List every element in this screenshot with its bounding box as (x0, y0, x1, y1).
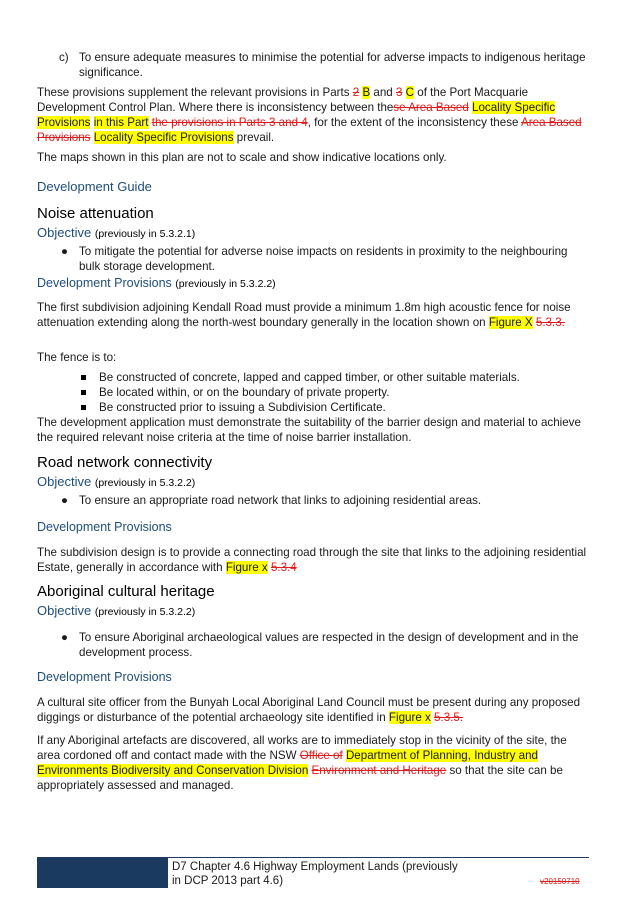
objective-note: (previously in 5.3.2.1) (94, 228, 196, 240)
list-item-text: To ensure an appropriate road network that links to adjoining residential areas. (79, 494, 482, 507)
list-item-text: Be constructed prior to issuing a Subdivision Certificate. (99, 401, 386, 414)
text: If any Aboriginal artefacts are discovered, all works are to immediately stop in the vicinity of the site, the area cordoned off and contact made with the NSW (37, 734, 567, 762)
list-item (37, 370, 589, 385)
square-bullet-icon (81, 390, 86, 395)
list-item-text: Be constructed of concrete, lapped and capped timber, or other suitable materials. (99, 371, 520, 384)
list-item (37, 400, 589, 415)
deleted-text: Area Based Provisions (37, 116, 582, 144)
deleted-text: se Area Based (393, 101, 469, 114)
list-item-text: To ensure Aboriginal archaeological values are respected in the design of development and in the development process. (79, 631, 579, 659)
provisions-label: Development Provisions (37, 276, 172, 290)
document-body (37, 50, 589, 798)
list-marker: c) (59, 51, 69, 64)
text: The subdivision design is to provide a connecting road through the site that links to the adjoining residential Estate, generally in accordance with (37, 546, 587, 574)
bullet-icon: ● (61, 494, 69, 507)
bullet-icon: ● (61, 631, 69, 644)
list-item (37, 244, 589, 274)
footer-line-2: in DCP 2013 part 4.6) (172, 875, 284, 887)
list-item (37, 385, 589, 400)
provisions-heading (37, 276, 589, 292)
inserted-text: Locality Specific Provisions (37, 101, 556, 129)
noise-paragraph (37, 300, 589, 330)
text: A cultural site officer from the Bunyah Local Aboriginal Land Council must be present during any proposed diggings or disturbance of the potential archaeology site identified in (37, 696, 581, 724)
road-paragraph (37, 545, 589, 575)
intro-paragraph (37, 85, 589, 145)
deleted-text: 2 (352, 86, 360, 99)
inserted-text: B (362, 86, 371, 99)
deleted-text: 5.3.5. (434, 711, 464, 724)
inserted-text: Figure x (225, 561, 268, 574)
text: so that the site can be appropriately assessed and managed. (37, 764, 563, 792)
list-item-text: To mitigate the potential for adverse noise impacts on residents in proximity to the neighbouring bulk storage development. (79, 245, 568, 273)
noise-heading: Noise attenuation (37, 205, 154, 222)
footer-title (172, 860, 472, 888)
list-item (37, 493, 589, 508)
bullet-icon: ● (61, 245, 69, 258)
footer-line-1: D7 Chapter 4.6 Highway Employment Lands (previously (172, 861, 458, 873)
heritage-heading: Aboriginal cultural heritage (37, 583, 215, 600)
list-item-text: To ensure adequate measures to minimise the potential for adverse impacts to indigenous heritage significance. (79, 51, 586, 79)
inserted-text: Department of Planning, Industry and Environments Biodiversity and Conservation Division (37, 749, 538, 777)
heritage-paragraph (37, 695, 589, 725)
provisions-heading: Development Provisions (37, 670, 172, 684)
deleted-text: the provisions in Parts 3 and 4 (151, 116, 308, 129)
deleted-text: 5.3.4 (270, 561, 297, 574)
development-guide-heading: Development Guide (37, 179, 152, 194)
list-item-text: Be located within, or on the boundary of private property. (99, 386, 390, 399)
square-bullet-icon (81, 405, 86, 410)
objective-note: (previously in 5.3.2.2) (94, 606, 196, 618)
deleted-text: 5.3.3. (535, 316, 565, 329)
footer-bar (37, 858, 168, 888)
square-bullet-icon (81, 375, 86, 380)
objective-heading (37, 474, 589, 491)
inserted-text: C (405, 86, 415, 99)
objective-heading (37, 225, 589, 242)
heritage-paragraph-2 (37, 733, 589, 793)
text: The first subdivision adjoining Kendall Road must provide a minimum 1.8m high acoustic fence for noise attenuation extending along the north-west boundary generally in the location shown on (37, 301, 571, 329)
footer-version: v20150710 (540, 877, 580, 886)
objective-note: (previously in 5.3.2.2) (94, 477, 196, 489)
objective-label: Objective (37, 474, 92, 489)
list-item (37, 50, 589, 80)
deleted-text: 3 (395, 86, 403, 99)
list-item (37, 630, 589, 660)
text: and (370, 86, 396, 99)
objective-label: Objective (37, 225, 92, 240)
text: , for the extent of the inconsistency these (307, 116, 522, 129)
maps-note: The maps shown in this plan are not to scale and show indicative locations only. (37, 151, 447, 164)
inserted-text: in this Part (93, 116, 149, 129)
objective-label: Objective (37, 603, 92, 618)
noise-paragraph-2: The development application must demonstrate the suitability of the barrier design and material to achieve the required relevant noise criteria at the time of noise barrier installation. (37, 416, 581, 444)
fence-intro: The fence is to: (37, 351, 117, 364)
deleted-text: Environment and Heritage (311, 764, 447, 777)
text: prevail. (233, 131, 275, 144)
provisions-heading: Development Provisions (37, 520, 172, 534)
inserted-text: Figure X (488, 316, 533, 329)
objective-heading (37, 603, 589, 620)
inserted-text: Figure x (388, 711, 431, 724)
road-heading: Road network connectivity (37, 454, 213, 471)
text: of the Port Macquarie Development Control Plan. Where there is inconsistency between the (37, 86, 529, 114)
deleted-text: Office of (299, 749, 343, 762)
inserted-text: Locality Specific Provisions (93, 131, 234, 144)
provisions-note: (previously in 5.3.2.2) (175, 278, 276, 290)
text: These provisions supplement the relevant provisions in Parts (37, 86, 353, 99)
